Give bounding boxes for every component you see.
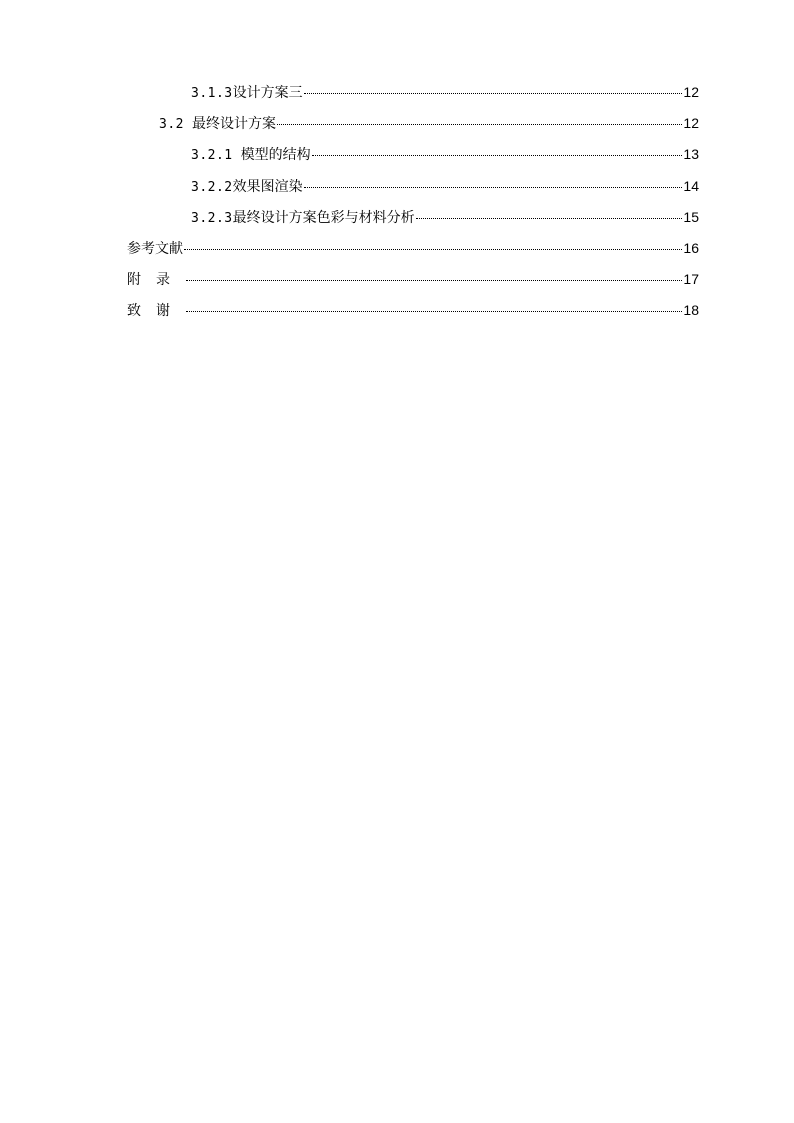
toc-page-number: 12 — [683, 115, 699, 132]
toc-entry-3-2-2[interactable] — [127, 176, 699, 207]
table-of-contents — [127, 82, 699, 332]
toc-dot-leader — [304, 187, 683, 188]
toc-dot-leader — [184, 249, 682, 250]
toc-entry-title: 最终设计方案 — [191, 116, 276, 133]
toc-entry-number: 3.2.2 — [191, 179, 233, 195]
toc-page-number: 18 — [683, 302, 699, 319]
toc-dot-leader — [186, 311, 682, 312]
toc-entry-number: 3.1.3 — [191, 86, 233, 101]
toc-entry-title: 附录 — [127, 272, 185, 289]
toc-entry-3-2[interactable] — [127, 113, 699, 144]
toc-page-number: 17 — [683, 271, 699, 288]
toc-entry-title: 致谢 — [127, 303, 185, 320]
toc-entry-number: 3.2.1 — [191, 148, 233, 164]
toc-page-number: 16 — [683, 239, 699, 256]
toc-dot-leader — [186, 280, 682, 281]
toc-dot-leader — [277, 124, 682, 125]
toc-entry-appendix[interactable] — [127, 269, 699, 300]
toc-entry-title: 模型的结构 — [240, 147, 311, 164]
toc-dot-leader — [416, 218, 683, 219]
toc-page-number: 15 — [683, 208, 699, 225]
toc-page-number: 14 — [683, 177, 699, 194]
toc-entry-3-1-3[interactable] — [127, 82, 699, 113]
toc-entry-title: 效果图渲染 — [232, 178, 303, 195]
toc-entry-acknowledgements[interactable] — [127, 300, 699, 331]
toc-entry-number: 3.2.3 — [191, 210, 233, 226]
toc-entry-3-2-3[interactable] — [127, 207, 699, 238]
toc-entry-3-2-1[interactable] — [127, 144, 699, 175]
toc-dot-leader — [312, 155, 683, 156]
toc-page-number: 13 — [683, 146, 699, 163]
toc-entry-title: 设计方案三 — [232, 85, 303, 101]
toc-entry-number: 3.2 — [159, 117, 184, 133]
toc-entry-references[interactable] — [127, 238, 699, 269]
toc-dot-leader — [304, 93, 683, 94]
toc-entry-title: 参考文献 — [127, 240, 183, 257]
toc-page-number: 12 — [683, 84, 699, 100]
toc-entry-title: 最终设计方案色彩与材料分析 — [232, 209, 415, 226]
